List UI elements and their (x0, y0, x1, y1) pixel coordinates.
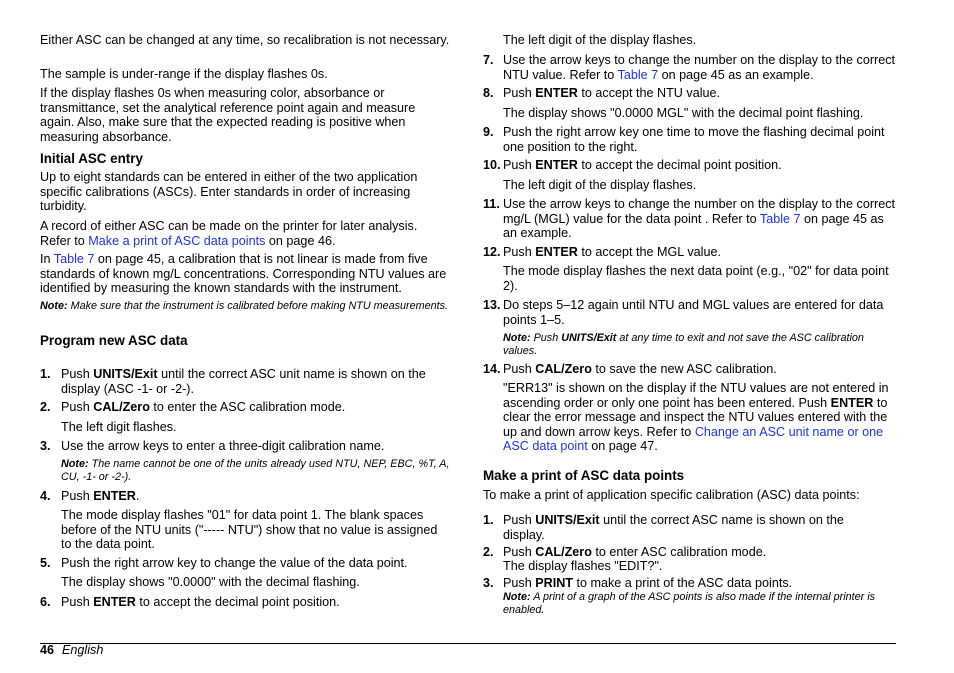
link-table-7[interactable]: Table 7 (53, 252, 95, 266)
note-exit-anytime (503, 332, 898, 358)
note-label: Note: (61, 458, 89, 470)
link-table-7[interactable]: Table 7 (617, 67, 659, 82)
link-change-asc-unit[interactable]: Change an ASC unit name or one ASC data point (503, 424, 884, 454)
print-step-1 (503, 513, 883, 542)
text: to clear the error message and inspect the NTU values entered with the up and down arrow keys. Refer to (503, 395, 888, 439)
heading-make-print: Make a print of ASC data points (483, 468, 685, 483)
text: Push (61, 400, 94, 414)
step-11 (503, 197, 898, 241)
text: In (40, 252, 54, 266)
key-enter: ENTER (93, 489, 136, 503)
key-enter: ENTER (535, 86, 578, 100)
print-step-number-3: 3. (483, 576, 494, 590)
text: Push (61, 489, 94, 503)
text: on page 46. (265, 233, 336, 248)
footer-divider (40, 643, 896, 644)
step-7 (503, 53, 898, 82)
step-number-13: 13. (483, 298, 501, 312)
key-enter: ENTER (93, 595, 136, 609)
heading-program-new-asc: Program new ASC data (40, 333, 188, 348)
text: Push (61, 595, 94, 609)
paragraph-eight-standards: Up to eight standards can be entered in either of the two application specific calibrations (ASCs). Enter standards in order of increasing turbidity. (40, 170, 418, 214)
step-6 (61, 595, 451, 610)
step-14-result (503, 381, 898, 454)
step-3: Use the arrow keys to enter a three-digit calibration name. (61, 439, 385, 453)
link-table-7[interactable]: Table 7 (759, 211, 801, 226)
text: to accept the decimal point position. (135, 595, 340, 609)
text: to accept the decimal point position. (577, 158, 782, 172)
step-1 (61, 367, 451, 396)
text: Push (61, 367, 94, 381)
key-enter: ENTER (830, 395, 874, 410)
key-enter: ENTER (535, 245, 578, 259)
step-12-result: The mode display flashes the next data point (e.g., "02" for data point 2). (503, 264, 889, 293)
key-cal-zero: CAL/Zero (535, 362, 592, 376)
key-units-exit: UNITS/Exit (93, 367, 158, 381)
step-number-8: 8. (483, 86, 494, 100)
text: Push (503, 362, 536, 376)
text: Push (503, 158, 536, 172)
key-cal-zero: CAL/Zero (93, 400, 150, 414)
paragraph-under-range: The sample is under-range if the display flashes 0s. (40, 67, 328, 81)
text: to enter the ASC calibration mode. (149, 400, 346, 414)
key-print: PRINT (535, 576, 573, 590)
step-number-9: 9. (483, 125, 494, 139)
key-cal-zero: CAL/Zero (535, 545, 592, 559)
text: Push (503, 513, 536, 527)
key-enter: ENTER (535, 158, 578, 172)
note-label: Note: (503, 591, 531, 603)
step-8 (503, 86, 898, 101)
note-label: Note: (503, 332, 531, 344)
key-units-exit: UNITS/Exit (561, 332, 617, 344)
note-calibrate-first (40, 300, 450, 313)
step-number-14: 14. (483, 362, 501, 376)
step-number-10: 10. (483, 158, 501, 172)
text: on page 45, a calibration that is not linear is made from five standards of known mg/L concentrations. Corresponding NTU values are identified by measuring the known standards with the instrument. (40, 252, 447, 296)
text: to accept the MGL value. (577, 245, 721, 259)
note-text: Make sure that the instrument is calibrated before making NTU measurements. (67, 300, 449, 312)
step-number-3: 3. (40, 439, 51, 453)
text: Push (503, 545, 536, 559)
step-14 (503, 362, 898, 377)
text: until the correct ASC name is shown on the display. (503, 513, 844, 542)
step-4-result: The mode display flashes "01" for data point 1. The blank spaces before of the NTU units ("----- NTU") show that no value is assigned to the data point. (61, 508, 438, 552)
step-8-result: The display shows "0.0000 MGL" with the decimal point flashing. (503, 106, 864, 120)
step-number-7: 7. (483, 53, 494, 67)
step-10-result: The left digit of the display flashes. (503, 178, 697, 192)
text: to enter ASC calibration mode. (591, 545, 767, 559)
paragraph-flashes-0s: If the display flashes 0s when measuring color, absorbance or transmittance, set the analytical reference point again and measure again. Also, make sure that the expected reading is positive when measuring absorbance. (40, 86, 416, 144)
heading-initial-asc-entry: Initial ASC entry (40, 151, 143, 166)
step-number-5: 5. (40, 556, 51, 570)
step-9: Push the right arrow key one time to move the flashing decimal point one position to the right. (503, 125, 885, 154)
paragraph-table7-calibration (40, 252, 450, 296)
step-number-12: 12. (483, 245, 501, 259)
text: Use the arrow keys to change the number on the display to the correct mg/L (MGL) value for the data point . Refer to (503, 197, 896, 226)
step-5: Push the right arrow key to change the value of the data point. (61, 556, 408, 570)
text: Use the arrow keys to change the number on the display to the correct NTU value. Refer to (503, 53, 896, 82)
paragraph-print-intro: To make a print of application specific calibration (ASC) data points: (483, 488, 860, 502)
paragraph-recalibration: Either ASC can be changed at any time, so recalibration is not necessary. (40, 33, 450, 47)
text: Push (503, 245, 536, 259)
note-text: The name cannot be one of the units already used NTU, NEP, EBC, %T, A, CU, -1- or -2-). (61, 458, 450, 483)
text: A record of either ASC can be made on the printer for later analysis. Refer to (40, 219, 418, 248)
note-name-restriction (61, 458, 456, 484)
step-number-4: 4. (40, 489, 51, 503)
text: . (135, 489, 140, 503)
print-step-number-1: 1. (483, 513, 494, 527)
key-units-exit: UNITS/Exit (535, 513, 600, 527)
text: Push (503, 86, 536, 100)
text: on page 47. (587, 439, 658, 454)
note-graph-print (503, 591, 898, 617)
print-step-number-2: 2. (483, 545, 494, 559)
page-footer (40, 643, 103, 658)
step-4 (61, 489, 451, 504)
print-step-2 (503, 545, 898, 560)
step-number-2: 2. (40, 400, 51, 414)
text: Push (503, 576, 536, 590)
step-2 (61, 400, 451, 415)
text: until the correct ASC unit name is shown on the display (ASC -1- or -2-). (61, 367, 426, 396)
page-number: 46 (40, 643, 55, 657)
text: to accept the NTU value. (577, 86, 721, 100)
print-step-3 (503, 576, 898, 591)
text: on page 45 as an example. (503, 211, 884, 241)
text: to make a print of the ASC data points. (573, 576, 793, 590)
step-5-result: The display shows "0.0000" with the decimal flashing. (61, 575, 360, 589)
step-number-6: 6. (40, 595, 51, 609)
step-number-11: 11. (483, 197, 500, 211)
step-12 (503, 245, 898, 260)
note-text: Push (530, 332, 562, 344)
step-10 (503, 158, 898, 173)
text: on page 45 as an example. (658, 67, 814, 82)
paragraph-record-asc (40, 219, 450, 248)
step-2-result: The left digit flashes. (61, 420, 177, 434)
footer-language: English (62, 643, 104, 657)
text: to save the new ASC calibration. (591, 362, 777, 376)
note-text: A print of a graph of the ASC points is also made if the internal printer is enabled. (503, 591, 876, 616)
step-13: Do steps 5–12 again until NTU and MGL values are entered for data points 1–5. (503, 298, 884, 327)
print-step-2-result: The display flashes "EDIT?". (503, 559, 663, 573)
link-make-print-asc[interactable]: Make a print of ASC data points (88, 233, 266, 248)
step-6-result: The left digit of the display flashes. (503, 33, 697, 47)
note-label: Note: (40, 300, 68, 312)
step-number-1: 1. (40, 367, 51, 381)
text: "ERR13" is shown on the display if the NTU values are not entered in ascending order or only one point has been entered. Push (503, 381, 889, 410)
note-text: at any time to exit and not save the ASC calibration values. (503, 332, 864, 357)
